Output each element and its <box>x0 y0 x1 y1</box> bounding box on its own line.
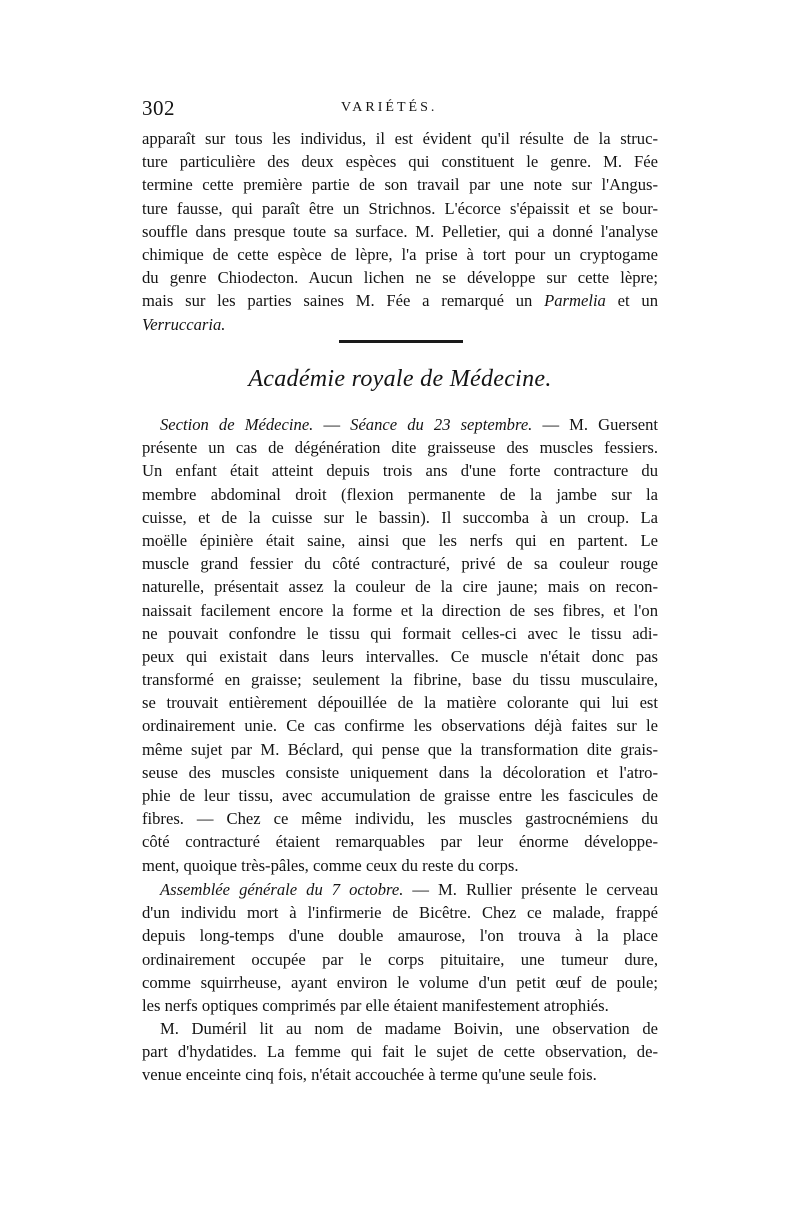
running-title: VARIÉTÉS. <box>341 100 438 115</box>
text-fragment: et un <box>605 291 658 311</box>
text-line: se trouvait entièrement dépouillée de la matière colorante qui lui est <box>142 693 658 713</box>
lead-section: Section de Médecine. <box>160 415 314 434</box>
text-line: chimique de cette espèce de lèpre, l'a prise à tort pour un cryptogame <box>142 244 658 264</box>
paragraph-dumeril <box>142 1017 658 1087</box>
lead-rest: — M. Rullier présente le cerveau <box>403 880 658 899</box>
text-line: ne pouvait confondre le tissu qui formait celles-ci avec le tissu adi- <box>142 623 658 643</box>
lead-assemblee: Assemblée générale du 7 octobre. <box>160 880 404 899</box>
text-line: ordinairement occupée par le corps pituitaire, une tumeur dure, <box>142 949 658 969</box>
text-line: phie de leur tissu, avec accumulation de graisse entre les fascicules de <box>142 786 658 805</box>
text-line: peux qui existait dans leurs intervalles. Ce muscle n'était donc pas <box>142 646 658 666</box>
text-line: ture fausse, qui paraît être un Strichnos. L'écorce s'épaissit et se bour- <box>142 198 658 218</box>
text-line: souffle dans presque toute sa surface. M. Pelletier, qui a donné l'analyse <box>142 221 658 241</box>
text-line: muscle grand fessier du côté contracturé, privé de sa couleur rouge <box>142 554 658 574</box>
intro-paragraph <box>142 127 658 336</box>
text-line: M. Duméril lit au nom de madame Boivin, une observation de <box>160 1019 658 1038</box>
text-line-with-italics <box>142 289 658 312</box>
text-line: Verruccaria. <box>142 314 226 334</box>
text-line: comme squirrheuse, ayant environ le volume d'un petit œuf de poule; <box>142 972 658 992</box>
page-number: 302 <box>142 96 175 120</box>
text-line: naturelle, présentait assez la couleur de la cire jaune; mais on recon- <box>142 577 658 597</box>
paragraph-guersent <box>142 413 658 877</box>
page-header <box>142 96 662 120</box>
text-line: côté contracturé étaient remarquables par leur énorme développe- <box>142 832 658 852</box>
text-line: transformé en graisse; seulement la fibrine, base du tissu musculaire, <box>142 670 658 690</box>
text-line: ordinairement unie. Ce cas confirme les observations déjà faites sur le <box>142 716 658 736</box>
text-line: membre abdominal droit (flexion permanente de la jambe sur la <box>142 484 658 504</box>
text-line: même sujet par M. Béclard, qui pense que la transformation dite grais- <box>142 739 658 759</box>
text-line: depuis long-temps d'une double amaurose, l'on trouva à la place <box>142 926 658 946</box>
text-line: du genre Chiodecton. Aucun lichen ne se développe sur cette lèpre; <box>142 268 658 288</box>
text-line: cuisse, et de la cuisse sur le bassin). Il succomba à un croup. La <box>142 507 658 527</box>
section-heading: Académie royale de Médecine. <box>248 366 552 392</box>
text-line: ture particulière des deux espèces qui constituent le genre. M. Fée <box>142 152 658 172</box>
text-line: termine cette première partie de son travail par une note sur l'Angus- <box>142 175 658 195</box>
text-line: seuse des muscles consiste uniquement dans la décoloration et l'atro- <box>142 762 658 782</box>
paragraph-lead-line <box>142 413 658 436</box>
text-line: apparaît sur tous les individus, il est évident qu'il résulte de la struc- <box>142 129 658 148</box>
text-line: d'un individu mort à l'infirmerie de Bicêtre. Chez ce malade, frappé <box>142 903 658 923</box>
text-line: moëlle épinière était saine, ainsi que les nerfs qui en partent. Le <box>142 530 658 550</box>
taxon-name: Parmelia <box>544 291 606 311</box>
text-line: naissait facilement encore la forme et la direction de ses fibres, et l'on <box>142 600 658 620</box>
paragraph-lead-line <box>142 878 658 901</box>
text-fragment: mais sur les parties saines M. Fée a remarqué un <box>142 291 545 311</box>
text-line: fibres. — Chez ce même individu, les muscles gastrocnémiens du <box>142 809 658 829</box>
lead-rest: — M. Guersent <box>532 415 658 434</box>
text-line: présente un cas de dégénération dite graisseuse des muscles fessiers. <box>142 438 658 458</box>
lead-dash: — <box>313 415 351 434</box>
text-line: Un enfant était atteint depuis trois ans d'une forte contracture du <box>142 461 658 481</box>
paragraph-rullier <box>142 878 658 1017</box>
text-line: ment, quoique très-pâles, comme ceux du reste du corps. <box>142 855 519 875</box>
text-line: venue enceinte cinq fois, n'était accouchée à terme qu'une seule fois. <box>142 1065 597 1085</box>
text-line: les nerfs optiques comprimés par elle étaient manifestement atrophiés. <box>142 995 609 1015</box>
text-line: part d'hydatides. La femme qui fait le sujet de cette observation, de- <box>142 1042 658 1062</box>
lead-seance: Séance du 23 septembre. <box>350 415 533 434</box>
section-divider <box>339 340 463 343</box>
